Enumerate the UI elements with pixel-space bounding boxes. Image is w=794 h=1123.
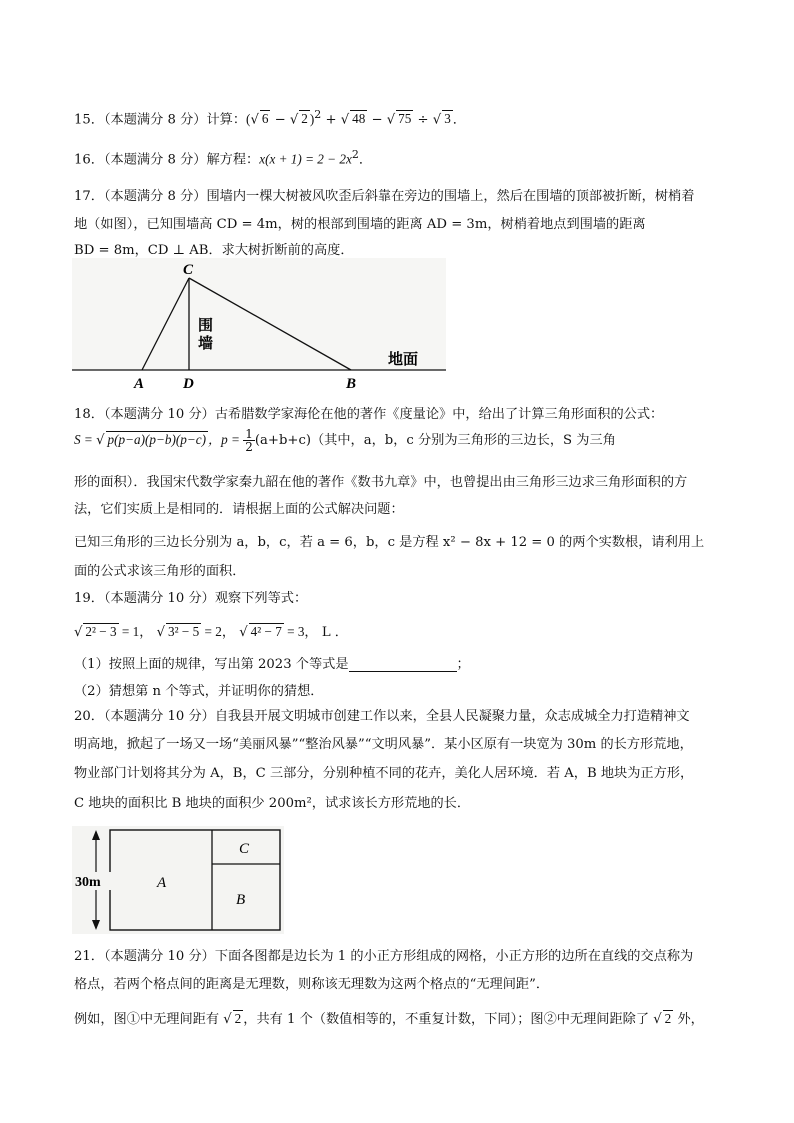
q19-eq2-value: = 2， (201, 624, 236, 639)
q18-text-4: 法，它们实质上是相同的．请根据上面的公式解决问题： (74, 502, 404, 517)
q18-text-5: 已知三角形的三边长分别为 a，b，c，若 a = 6，b，c 是方程 x² − 8x + 12 = 0 的两个实数根，请利用上 (74, 535, 705, 550)
q18-fraction (243, 428, 255, 453)
q15-paren-open: ( (246, 111, 251, 127)
q16-number: 16． (74, 152, 104, 168)
q18-text-3: 形的面积）．我国宋代数学家秦九韶在他的著作《数书九章》中，也曾提出由三角形三边求三角形面积的方 (74, 475, 688, 490)
q15-minus-2: − (367, 112, 387, 128)
q15-end: ． (452, 112, 466, 128)
label-b-block: B (236, 892, 246, 908)
q20-number: 20． (74, 709, 104, 724)
q15-radicand-1: 6 (261, 111, 269, 127)
q20-text-1: 自我县开展文明城市创建工作以来，全县人民凝聚力量，众志成城全力打造精神文 (214, 709, 690, 724)
q17-score: （本题满分 8 分） (103, 189, 207, 204)
q19-ellipsis: L ． (321, 625, 348, 640)
q16-exponent: 2 (351, 148, 359, 161)
label-c: C (183, 262, 194, 278)
q18-score: （本题满分 10 分） (103, 407, 215, 422)
q21-text-3b: ，共有 1 个（数值相等的，不重复计数，下同）；图②中无理间距除了 (243, 1012, 654, 1027)
q21-number: 21． (74, 949, 104, 964)
q18-formula-radicand: p(p−a)(p−b)(p−c) (107, 432, 206, 447)
label-30m: 30m (75, 875, 101, 890)
question-21-line-1 (74, 945, 693, 964)
q17-text-1: 围墙内一棵大树被风吹歪后斜靠在旁边的围墙上，然后在围墙的顶部被折断，树梢着 (206, 189, 695, 204)
q19-part-1-text: （1）按照上面的规律，写出第 2023 个等式是 (74, 657, 349, 672)
q19-answer-blank[interactable] (349, 657, 457, 672)
q19-eq1-value: = 1， (118, 624, 153, 639)
label-ground: 地面 (388, 352, 419, 368)
q18-formula-s: S = (74, 432, 97, 447)
label-b: B (346, 376, 357, 392)
q18-formula-tail: (a+b+c)（其中，a，b，c 分别为三角形的三边长，S 为三角 (254, 433, 616, 448)
q18-fraction-numerator: 1 (245, 427, 253, 441)
q16-end: ． (358, 152, 373, 168)
q17-text-2: 地（如图），已知围墙高 CD = 4m，树的根部到围墙的距离 AD = 3m，树梢着地点到围墙的距离 (74, 217, 646, 232)
q21-radicand-1: 2 (234, 1011, 242, 1026)
q20-figure (72, 826, 284, 934)
q19-eq3-value: = 3， (283, 624, 318, 639)
question-19-line-1 (74, 587, 307, 606)
label-a-block: A (157, 875, 167, 891)
q16-equation: x(x + 1) = 2 − 2x (259, 151, 352, 167)
q21-text-3: 例如，图①中无理间距有 √ 2 ，共有 1 个（数值相等的，不重复计数，下同）；图②中无理间距除了 √ 2 外， (74, 1011, 704, 1027)
q19-part-1-end: ； (456, 657, 470, 672)
q16-stem: 解方程： (206, 152, 260, 168)
q16-score: （本题满分 8 分） (103, 152, 207, 168)
q19-eq1-radicand: 2² − 3 (85, 624, 117, 639)
q21-score: （本题满分 10 分） (103, 949, 215, 964)
question-17-line-1 (74, 185, 694, 204)
q21-text-3c: 外， (673, 1012, 704, 1027)
q19-part-1 (74, 653, 470, 672)
q19-stem: 观察下列等式： (214, 591, 308, 606)
q18-text-1: 古希腊数学家海伦在他的著作《度量论》中，给出了计算三角形面积的公式： (214, 407, 664, 422)
q19-part-2: （2）猜想第 n 个等式，并证明你的猜想． (74, 684, 324, 699)
question-16 (74, 148, 372, 167)
q20-text-4: C 地块的面积比 B 地块的面积少 200m²，试求该长方形荒地的长． (74, 796, 471, 811)
q15-number: 15． (74, 112, 104, 128)
q18-formula-p: ，p = (207, 432, 244, 447)
q20-text-3: 物业部门计划将其分为 A，B，C 三部分，分别种植不同的花卉，美化人居环境．若 A，B 地块为正方形， (74, 766, 694, 781)
q15-exponent: 2 (314, 108, 322, 121)
q15-stem: 计算： (206, 112, 247, 128)
q18-text-6: 面的公式求该三角形的面积． (74, 564, 246, 579)
q19-equations: √ 2² − 3 = 1， √ 3² − 5 = 2， √ 4² − 7 = 3， L ． (74, 624, 348, 640)
label-wall-2: 墙 (198, 336, 214, 352)
label-c-block: C (239, 841, 250, 857)
q15-radicand-3: 48 (352, 111, 366, 127)
q21-radicand-2: 2 (664, 1011, 672, 1026)
label-d: D (183, 376, 194, 392)
q15-score: （本题满分 8 分） (103, 112, 207, 128)
q19-number: 19． (74, 591, 104, 606)
question-20-line-1 (74, 705, 690, 724)
q15-radicand-5: 3 (444, 111, 451, 127)
q21-text-2: 格点，若两个格点间的距离是无理数，则称该无理数为这两个格点的“无理间距”． (74, 977, 550, 992)
q17-number: 17． (74, 189, 104, 204)
q15-paren-close: ) (309, 111, 315, 127)
q19-eq3-radicand: 4² − 7 (250, 624, 282, 639)
q20-score: （本题满分 10 分） (103, 709, 215, 724)
q18-formula-line: S = √ p(p−a)(p−b)(p−c) ，p = $\frac{1}{2}$ (a+b+c)（其中，a，b，c 分别为三角形的三边长，S 为三角 (74, 427, 616, 454)
q20-text-2: 明高地，掀起了一场又一场“美丽风暴”“整治风暴”“文明风暴”．某小区原有一块宽为 30m 的长方形荒地， (74, 737, 693, 752)
q19-eq2-radicand: 3² − 5 (168, 624, 200, 639)
question-18-line-1 (74, 403, 663, 422)
q15-minus: − (270, 112, 290, 128)
q19-score: （本题满分 10 分） (103, 591, 215, 606)
label-wall-1: 围 (198, 318, 214, 334)
q15-divide: ÷ (413, 112, 433, 128)
question-15: 15．（本题满分 8 分）计算：(√ 6 − √ 2 )$^2$ + √ 48 − √ 75 ÷ √ 3 ． (74, 108, 466, 128)
q21-text-3a: 例如，图①中无理间距有 (74, 1012, 224, 1027)
q18-number: 18． (74, 407, 104, 422)
q15-radicand-2: 2 (301, 111, 308, 127)
q15-plus: + (321, 112, 341, 128)
q17-figure (70, 258, 450, 393)
q17-text-3: BD = 8m，CD ⊥ AB．求大树折断前的高度． (74, 243, 354, 258)
q15-radicand-4: 75 (398, 111, 412, 127)
q21-text-1: 下面各图都是边长为 1 的小正方形组成的网格，小正方形的边所在直线的交点称为 (214, 949, 694, 964)
label-a: A (134, 376, 145, 392)
q18-fraction-denominator: 2 (245, 440, 253, 454)
